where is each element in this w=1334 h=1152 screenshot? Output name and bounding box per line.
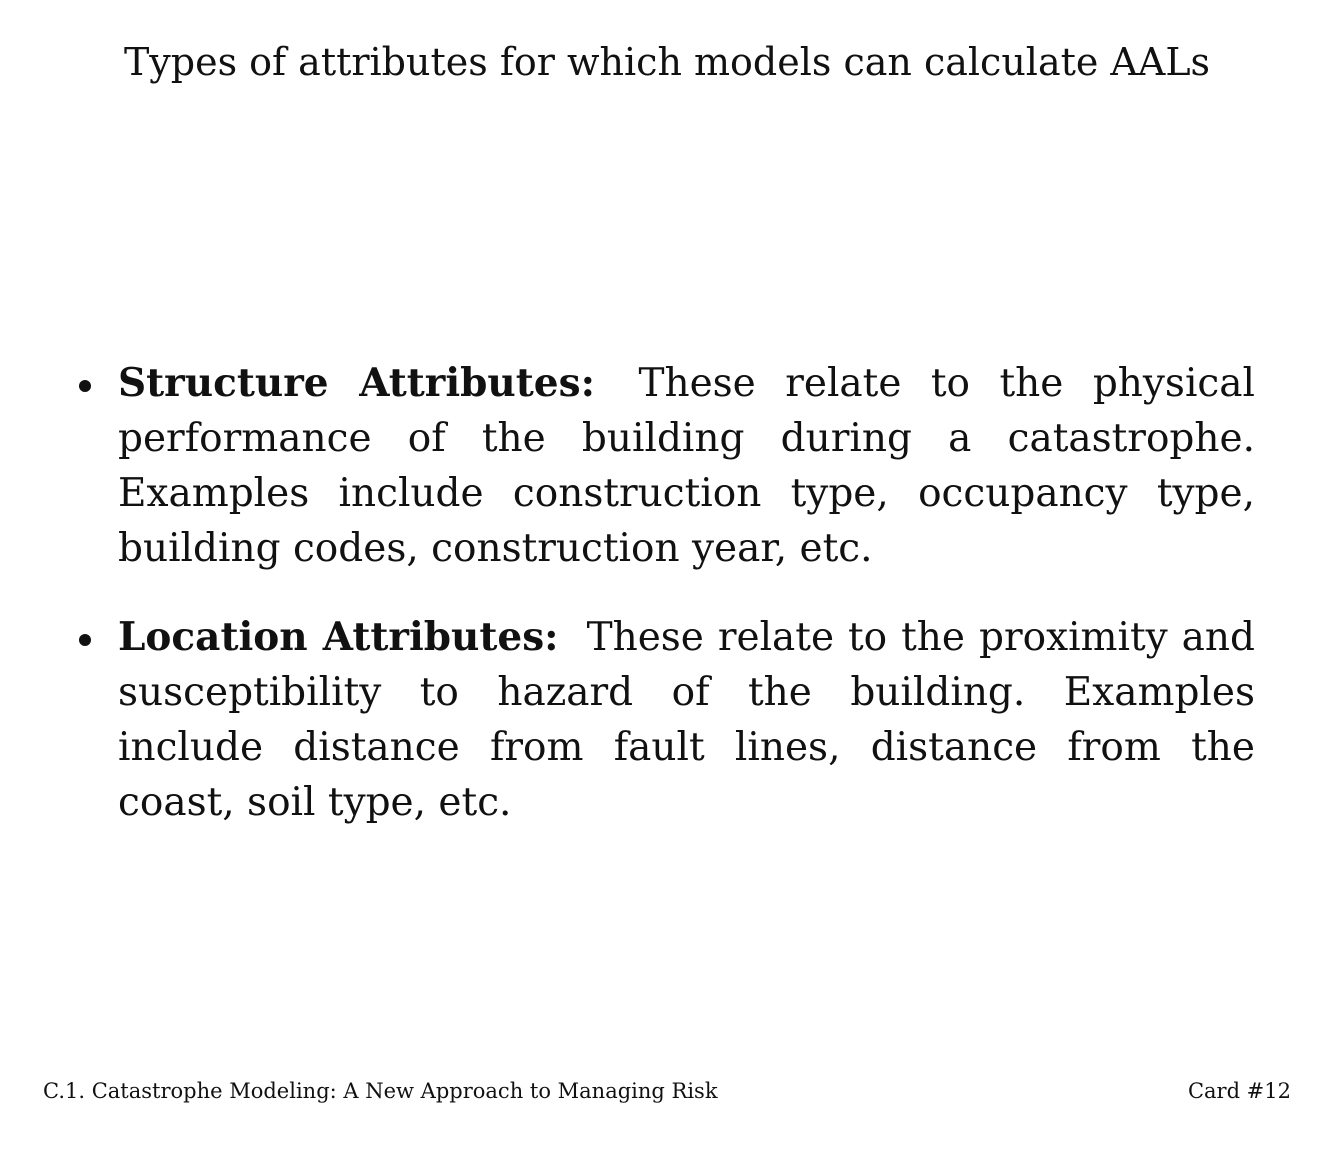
bullet-term: Location Attributes: xyxy=(118,614,559,660)
bullet-dot-icon xyxy=(79,380,91,392)
bullet-item-structure xyxy=(75,356,1255,576)
bullet-term: Structure Attributes: xyxy=(118,360,595,406)
bullet-list xyxy=(75,356,1255,864)
page-title: Types of attributes for which models can calculate AALs xyxy=(123,40,1211,84)
bullet-dot-icon xyxy=(79,634,91,646)
footer xyxy=(43,1077,1291,1105)
footer-source: C.1. Catastrophe Modeling: A New Approach to Managing Risk xyxy=(43,1079,718,1103)
card-number: Card #12 xyxy=(1187,1079,1291,1103)
bullet-text: These relate to the physical performance of the building during a catastrophe. Examples include construction type, occupancy type, building codes, construction year, etc. xyxy=(118,361,1255,571)
bullet-text: These relate to the proximity and susceptibility to hazard of the building. Examples include distance from fault lines, distance from the coast, soil type, etc. xyxy=(118,615,1256,825)
bullet-item-location xyxy=(75,610,1255,830)
